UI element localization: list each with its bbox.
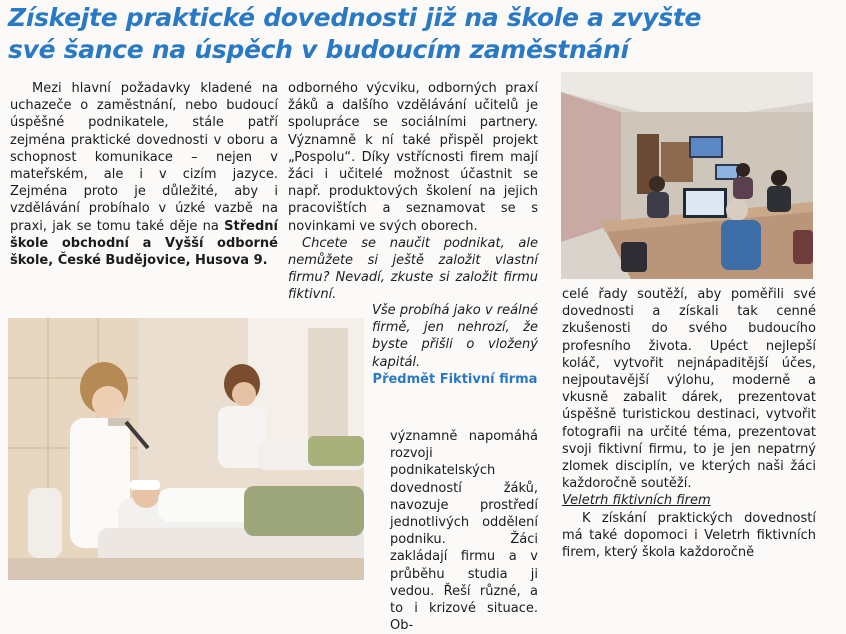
- column-3-text: celé řady soutěží, aby poměřili své dovednosti a získali tak cenné zkušenosti do svého budoucího profesního života. Upéct nejlepší koláč, vytvořit nejnápaditější účes, nejpoutavější výlohu, moderně a vkusně zabalit dárek, prezentovat úspěšně turistickou destinaci, vytvořit fotografii na určité téma, prezentovat svoji fiktivní firmu, to je jen nepatrný zlomek disciplín, ve kterých naši žáci každoročně soutěží.: [562, 287, 816, 492]
- column-2-lead-cont: Vše probíhá jako v reálné firmě, jen nehrozí, že byste přišli o vložený kapitál.: [372, 303, 538, 370]
- column-3: [562, 286, 816, 561]
- column-1-text: Mezi hlavní požadavky kladené na uchazeče o zaměstnání, nebo budoucí úspěšné podnikatele, stále patří zejména praktické dovednosti v oboru a schopnost komunikace – nejen v mateřském, ale i v cizím jazyce. Zejména proto je důležité, aby i vzdělávání probíhalo v úzké vazbě na praxi, jak se tomu také děje na: [10, 81, 278, 234]
- column-2-lead-continued: [372, 302, 538, 388]
- classroom-photo: [561, 72, 813, 279]
- headline-line-2: své šance na úspěch v budoucím zaměstnání: [8, 35, 629, 64]
- school-name: Střední škole obchodní a Vyšší odborné škole, České Budějovice, Husova 9.: [10, 218, 278, 269]
- subhead-veletrh: Veletrh fiktivních firem: [562, 493, 711, 509]
- column-2: [288, 80, 538, 304]
- article-headline: [8, 2, 838, 66]
- column-2-body: [390, 428, 538, 634]
- column-2-body-text: významně napomáhá rozvoji podnikatelských dovedností žáků, navozuje prostředí jednotlivých oddělení podniku. Žáci zakládají firmu a v průběhu studia ji vedou. Řeší různé, a to i krizové situace. Ob-: [390, 429, 538, 634]
- subhead-fiktivni-firma: Předmět Fiktivní firma: [372, 371, 538, 387]
- column-1: [10, 80, 278, 269]
- cosmetics-photo: [8, 318, 364, 580]
- headline-line-1: Získejte praktické dovednosti již na škole a zvyšte: [8, 3, 702, 32]
- column-2-text: odborného výcviku, odborných praxí žáků a dalšího vzdělávání učitelů je spolupráce se sociálními partnery. Významně k ní také přispěl projekt „Pospolu“. Díky vstřícnosti firem mají žáci i učitelé možnost účastnit se např. produktových školení na jejich pracovištích a seznamovat se s novinkami ve svých oborech.: [288, 81, 538, 234]
- column-3-body: K získání praktických dovedností má také dopomoci i Veletrh fiktivních firem, který škola každoročně: [562, 510, 816, 561]
- column-2-lead: Chcete se naučit podnikat, ale nemůžete si ještě založit vlastní firmu? Nevadí, zkuste si založit firmu fiktivní.: [288, 235, 538, 303]
